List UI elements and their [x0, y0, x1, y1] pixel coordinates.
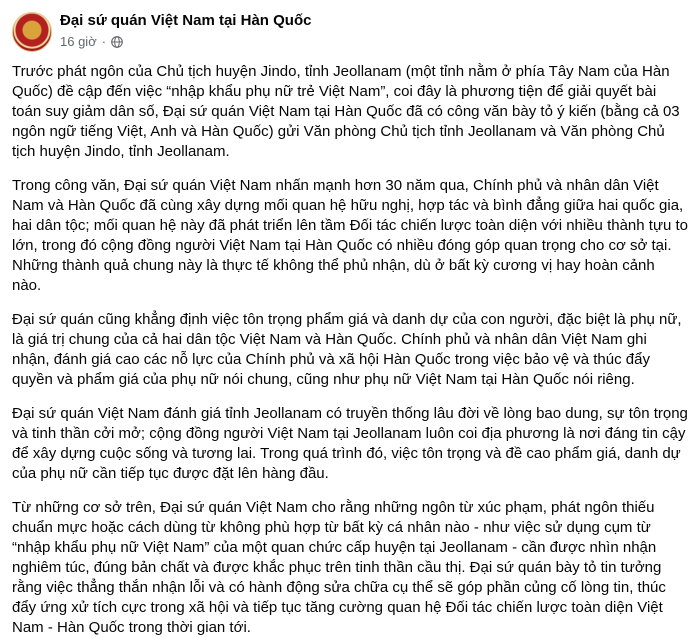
post-timestamp[interactable]: 16 giờ: [60, 34, 97, 49]
globe-icon[interactable]: [111, 36, 123, 48]
post-meta: [60, 6, 311, 51]
post-body: [12, 62, 688, 638]
page-name-link[interactable]: Đại sứ quán Việt Nam tại Hàn Quốc: [60, 12, 312, 29]
post-paragraph-1: Trước phát ngôn của Chủ tịch huyện Jindo, tỉnh Jeollanam (một tỉnh nằm ở phía Tây Nam của Hàn Quốc) đề cập đến việc “nhập khẩu phụ nữ trẻ Việt Nam”, coi đây là phương tiện để giải quyết bài toán suy giảm dân số, Đại sứ quán Việt Nam tại Hàn Quốc đã có công văn bày tỏ ý kiến (bằng cả 03 ngôn ngữ tiếng Việt, Anh và Hàn Quốc) gửi Văn phòng Chủ tịch tỉnh Jeollanam và Văn phòng Chủ tịch huyện Jindo, tỉnh Jeollanam.: [12, 63, 680, 160]
post-paragraph-4: Đại sứ quán Việt Nam đánh giá tỉnh Jeollanam có truyền thống lâu đời về lòng bao dung, sự tôn trọng và tinh thần cởi mở; cộng đồng người Việt Nam tại Jeollanam luôn coi địa phương là nơi đáng tin cậy để xây dựng cuộc sống và tương lai. Trong quá trình đó, việc tôn trọng và đề cao phẩm giá, danh dự của phụ nữ cần tiếp tục được đặt lên hàng đầu.: [12, 405, 688, 482]
post-paragraph-5: Từ những cơ sở trên, Đại sứ quán Việt Nam cho rằng những ngôn từ xúc phạm, phát ngôn thiếu chuẩn mực hoặc cách dùng từ không phù hợp từ bất kỳ cá nhân nào - như việc sử dụng cụm từ “nhập khẩu phụ nữ Việt Nam” của một quan chức cấp huyện tại Jeollanam - cần được nhìn nhận nghiêm túc, đúng bản chất và được khắc phục trên tinh thần cầu thị. Đại sứ quán bày tỏ tin tưởng rằng việc thẳng thắn nhận lỗi và có hành động sửa chữa cụ thể sẽ góp phần củng cố lòng tin, thúc đẩy ứng xử tích cực trong xã hội và tiếp tục tăng cường quan hệ Đối tác chiến lược toàn diện Việt Nam - Hàn Quốc trong thời gian tới.: [12, 499, 666, 636]
post-subline: [60, 33, 311, 51]
page-avatar[interactable]: [12, 12, 52, 52]
separator-dot: ·: [101, 34, 107, 49]
post-header: [12, 0, 688, 62]
post-paragraph-3: Đại sứ quán cũng khẳng định việc tôn trọng phẩm giá và danh dự của con người, đặc biệt là phụ nữ, là giá trị chung của cả hai dân tộc Việt Nam và Hàn Quốc. Chính phủ và nhân dân Việt Nam ghi nhận, đánh giá cao các nỗ lực của Chính phủ và xã hội Hàn Quốc trong việc bảo vệ và thúc đẩy quyền và phẩm giá của phụ nữ nói chung, cũng như phụ nữ Việt Nam tại Hàn Quốc nói riêng.: [12, 311, 682, 388]
post-paragraph-2: Trong công văn, Đại sứ quán Việt Nam nhấn mạnh hơn 30 năm qua, Chính phủ và nhân dân Việt Nam và Hàn Quốc đã cùng xây dựng mối quan hệ hữu nghị, hợp tác và bình đẳng giữa hai quốc gia, hai dân tộc; mối quan hệ này đã phát triển lên tầm Đối tác chiến lược toàn diện với nhiều thành tựu to lớn, trong đó cộng đồng người Việt Nam tại Hàn Quốc có nhiều đóng góp quan trọng cho cơ sở tại. Những thành quả chung này là thực tế không thể phủ nhận, dù ở bất kỳ cương vị hay hoàn cảnh nào.: [12, 177, 689, 294]
